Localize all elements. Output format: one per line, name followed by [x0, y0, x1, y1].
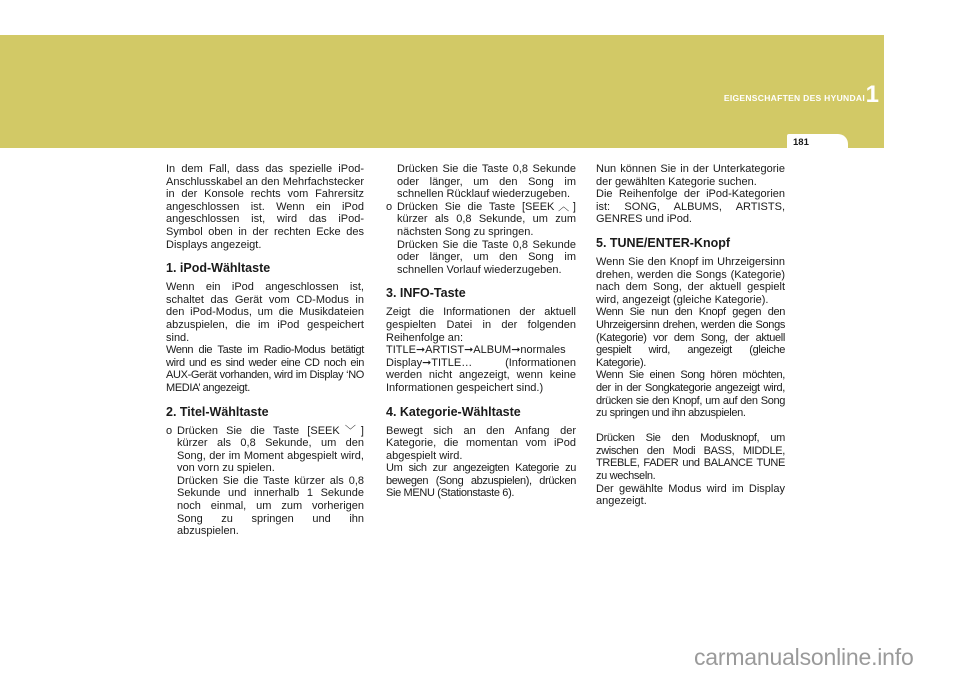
paragraph: Bewegt sich an den Anfang der Kategorie, die momentan vom iPod abgespielt wird. [386, 424, 576, 462]
page-number: 181 [793, 137, 809, 148]
right-column [596, 163, 785, 508]
bullet-marker: o [166, 424, 173, 437]
paragraph: Wenn Sie einen Song hören möchten, der in der Songkategorie angezeigt wird, drücken sie den Knopf, um auf den Song zu springen und ihn abzuspielen. [596, 369, 785, 420]
paragraph: Zeigt die Informationen der aktuell gespielten Datei in der folgenden Reihenfolge an: [386, 306, 576, 344]
paragraph: Drücken Sie die Taste [SEEK︿] kürzer als 0,8 Sekunde, um zum nächsten Song zu springen. [397, 200, 576, 238]
section-heading-category: 4. Kategorie-Wähltaste [386, 404, 521, 419]
paragraph: Die Reihenfolge der iPod-Kategorien ist: SONG, ALBUMS, ARTISTS, GENRES und iPod. [596, 188, 785, 226]
paragraph: Wenn ein iPod angeschlossen ist, schaltet das Gerät vom CD-Modus in den iPod-Modus, um die Musikdateien abzuspielen, die im iPod gespeichert sind. [166, 281, 364, 344]
paragraph: Nun können Sie in der Unterkategorie der gewählten Kategorie suchen. [596, 163, 785, 188]
paragraph: Drücken Sie die Taste 0,8 Sekunde oder länger, um den Song im schnellen Vorlauf wiederzugeben. [397, 238, 576, 276]
paragraph: Wenn Sie nun den Knopf gegen den Uhrzeigersinn drehen, werden die Songs (Kategorie) vor dem Song, der aktuell gespielt wird, angezeigt (gleiche Kategorie). [596, 306, 785, 369]
paragraph: Drücken Sie die Taste kürzer als 0,8 Sekunde und innerhalb 1 Sekunde noch einmal, um zum vorherigen Song zu springen und ihn abzuspielen. [177, 474, 364, 538]
intro-paragraph: In dem Fall, dass das spezielle iPod-Anschlusskabel an den Mehrfachstecker in der Konsole rechts vom Fahrersitz angeschlossen ist. Wenn ein iPod angeschlossen ist, wird das iPod-Symbol oben in der rechten Ecke des Displays angezeigt. [166, 163, 364, 251]
chapter-number: 1 [865, 81, 879, 108]
paragraph: Um sich zur angezeigten Kategorie zu bewegen (Song abzuspielen), drücken Sie MENU (Stationstaste 6). [386, 462, 576, 500]
section-heading-info: 3. INFO-Taste [386, 286, 466, 301]
bullet-marker: o [386, 200, 393, 213]
paragraph: Wenn die Taste im Radio-Modus betätigt wird und es sind weder eine CD noch ein AUX-Gerät vorhanden, wird im Display ‘NO MEDIA’ angezeigt. [166, 344, 364, 394]
middle-column [386, 163, 576, 500]
section-heading-title-select: 2. Titel-Wähltaste [166, 404, 269, 419]
paragraph: Wenn Sie den Knopf im Uhrzeigersinn drehen, werden die Songs (Kategorie) nach dem Song, der aktuell gespielt wird, angezeigt (gleiche Kategorie). [596, 255, 785, 306]
spacer [596, 420, 785, 433]
bullet-item [386, 201, 576, 277]
paragraph: Der gewählte Modus wird im Display angezeigt. [596, 482, 785, 508]
watermark: carmanualsonline.info [694, 644, 914, 670]
paragraph: Drücken Sie die Taste [SEEK﹀] kürzer als 0,8 Sekunde, um den Song, der im Moment abgespielt wird, von vorn zu spielen. [177, 424, 364, 475]
chapter-header-band [0, 35, 884, 148]
bullet-item [166, 425, 364, 538]
section-heading-ipod-select: 1. iPod-Wähltaste [166, 261, 271, 276]
paragraph: Drücken Sie die Taste 0,8 Sekunde oder länger, um den Song im schnellen Rücklauf wiederzugeben. [397, 163, 576, 201]
info-sequence: TITLE➞ARTIST➞ALBUM➞normales Display➞TITLE… (Informationen werden nicht angezeigt, wenn keine Informationen gespeichert sind.) [386, 344, 576, 394]
section-heading-tune-enter: 5. TUNE/ENTER-Knopf [596, 235, 731, 250]
paragraph: Drücken Sie den Modusknopf, um zwischen den Modi BASS, MIDDLE, TREBLE, FADER und BALANCE TUNE zu wechseln. [596, 432, 785, 483]
section-title: EIGENSCHAFTEN DES HYUNDAI [723, 93, 865, 103]
left-column [166, 163, 364, 538]
